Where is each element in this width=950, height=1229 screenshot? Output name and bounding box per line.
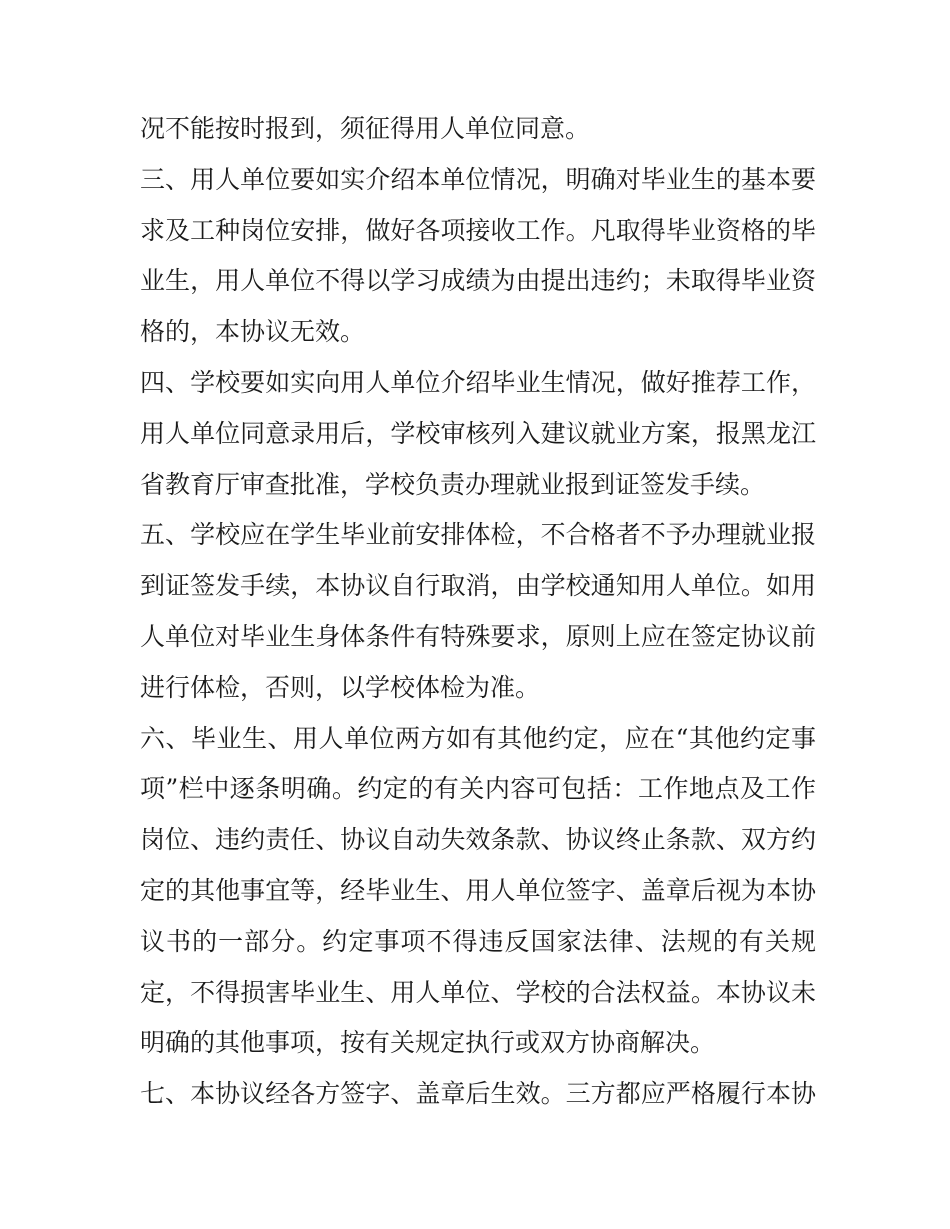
- text-line: 求及工种岗位安排，做好各项接收工作。凡取得毕业资格的毕: [140, 215, 816, 245]
- text-line: 五、学校应在学生毕业前安排体检，不合格者不予办理就业报: [140, 520, 816, 550]
- text-line: 定，不得损害毕业生、用人单位、学校的合法权益。本协议未: [140, 977, 816, 1007]
- text-line: 定的其他事宜等，经毕业生、用人单位签字、盖章后视为本协: [140, 875, 816, 905]
- text-line: 明确的其他事项，按有关规定执行或双方协商解决。: [140, 1028, 716, 1058]
- text-line: 格的，本协议无效。: [140, 317, 366, 347]
- text-line: 岗位、违约责任、协议自动失效条款、协议终止条款、双方约: [140, 825, 816, 855]
- text-line: 业生，用人单位不得以学习成绩为由提出违约；未取得毕业资: [140, 266, 816, 296]
- text-line: 到证签发手续，本协议自行取消，由学校通知用人单位。如用: [140, 571, 816, 601]
- text-line: 项”栏中逐条明确。约定的有关内容可包括：工作地点及工作: [140, 774, 816, 804]
- text-line: 省教育厅审查批准，学校负责办理就业报到证签发手续。: [140, 469, 766, 499]
- text-line: 进行体检，否则，以学校体检为准。: [140, 672, 541, 702]
- text-line: 六、毕业生、用人单位两方如有其他约定，应在“其他约定事: [140, 723, 816, 753]
- text-line: 七、本协议经各方签字、盖章后生效。三方都应严格履行本协: [140, 1079, 816, 1109]
- text-line: 人单位对毕业生身体条件有特殊要求，原则上应在签定协议前: [140, 621, 816, 651]
- text-line: 四、学校要如实向用人单位介绍毕业生情况，做好推荐工作，: [140, 367, 816, 397]
- text-line: 三、用人单位要如实介绍本单位情况，明确对毕业生的基本要: [140, 164, 816, 194]
- agreement-text: [140, 104, 816, 1120]
- text-line: 况不能按时报到，须征得用人单位同意。: [140, 114, 591, 143]
- text-line: 用人单位同意录用后，学校审核列入建议就业方案，报黑龙江: [140, 418, 816, 448]
- text-line: 议书的一部分。约定事项不得违反国家法律、法规的有关规: [140, 926, 816, 956]
